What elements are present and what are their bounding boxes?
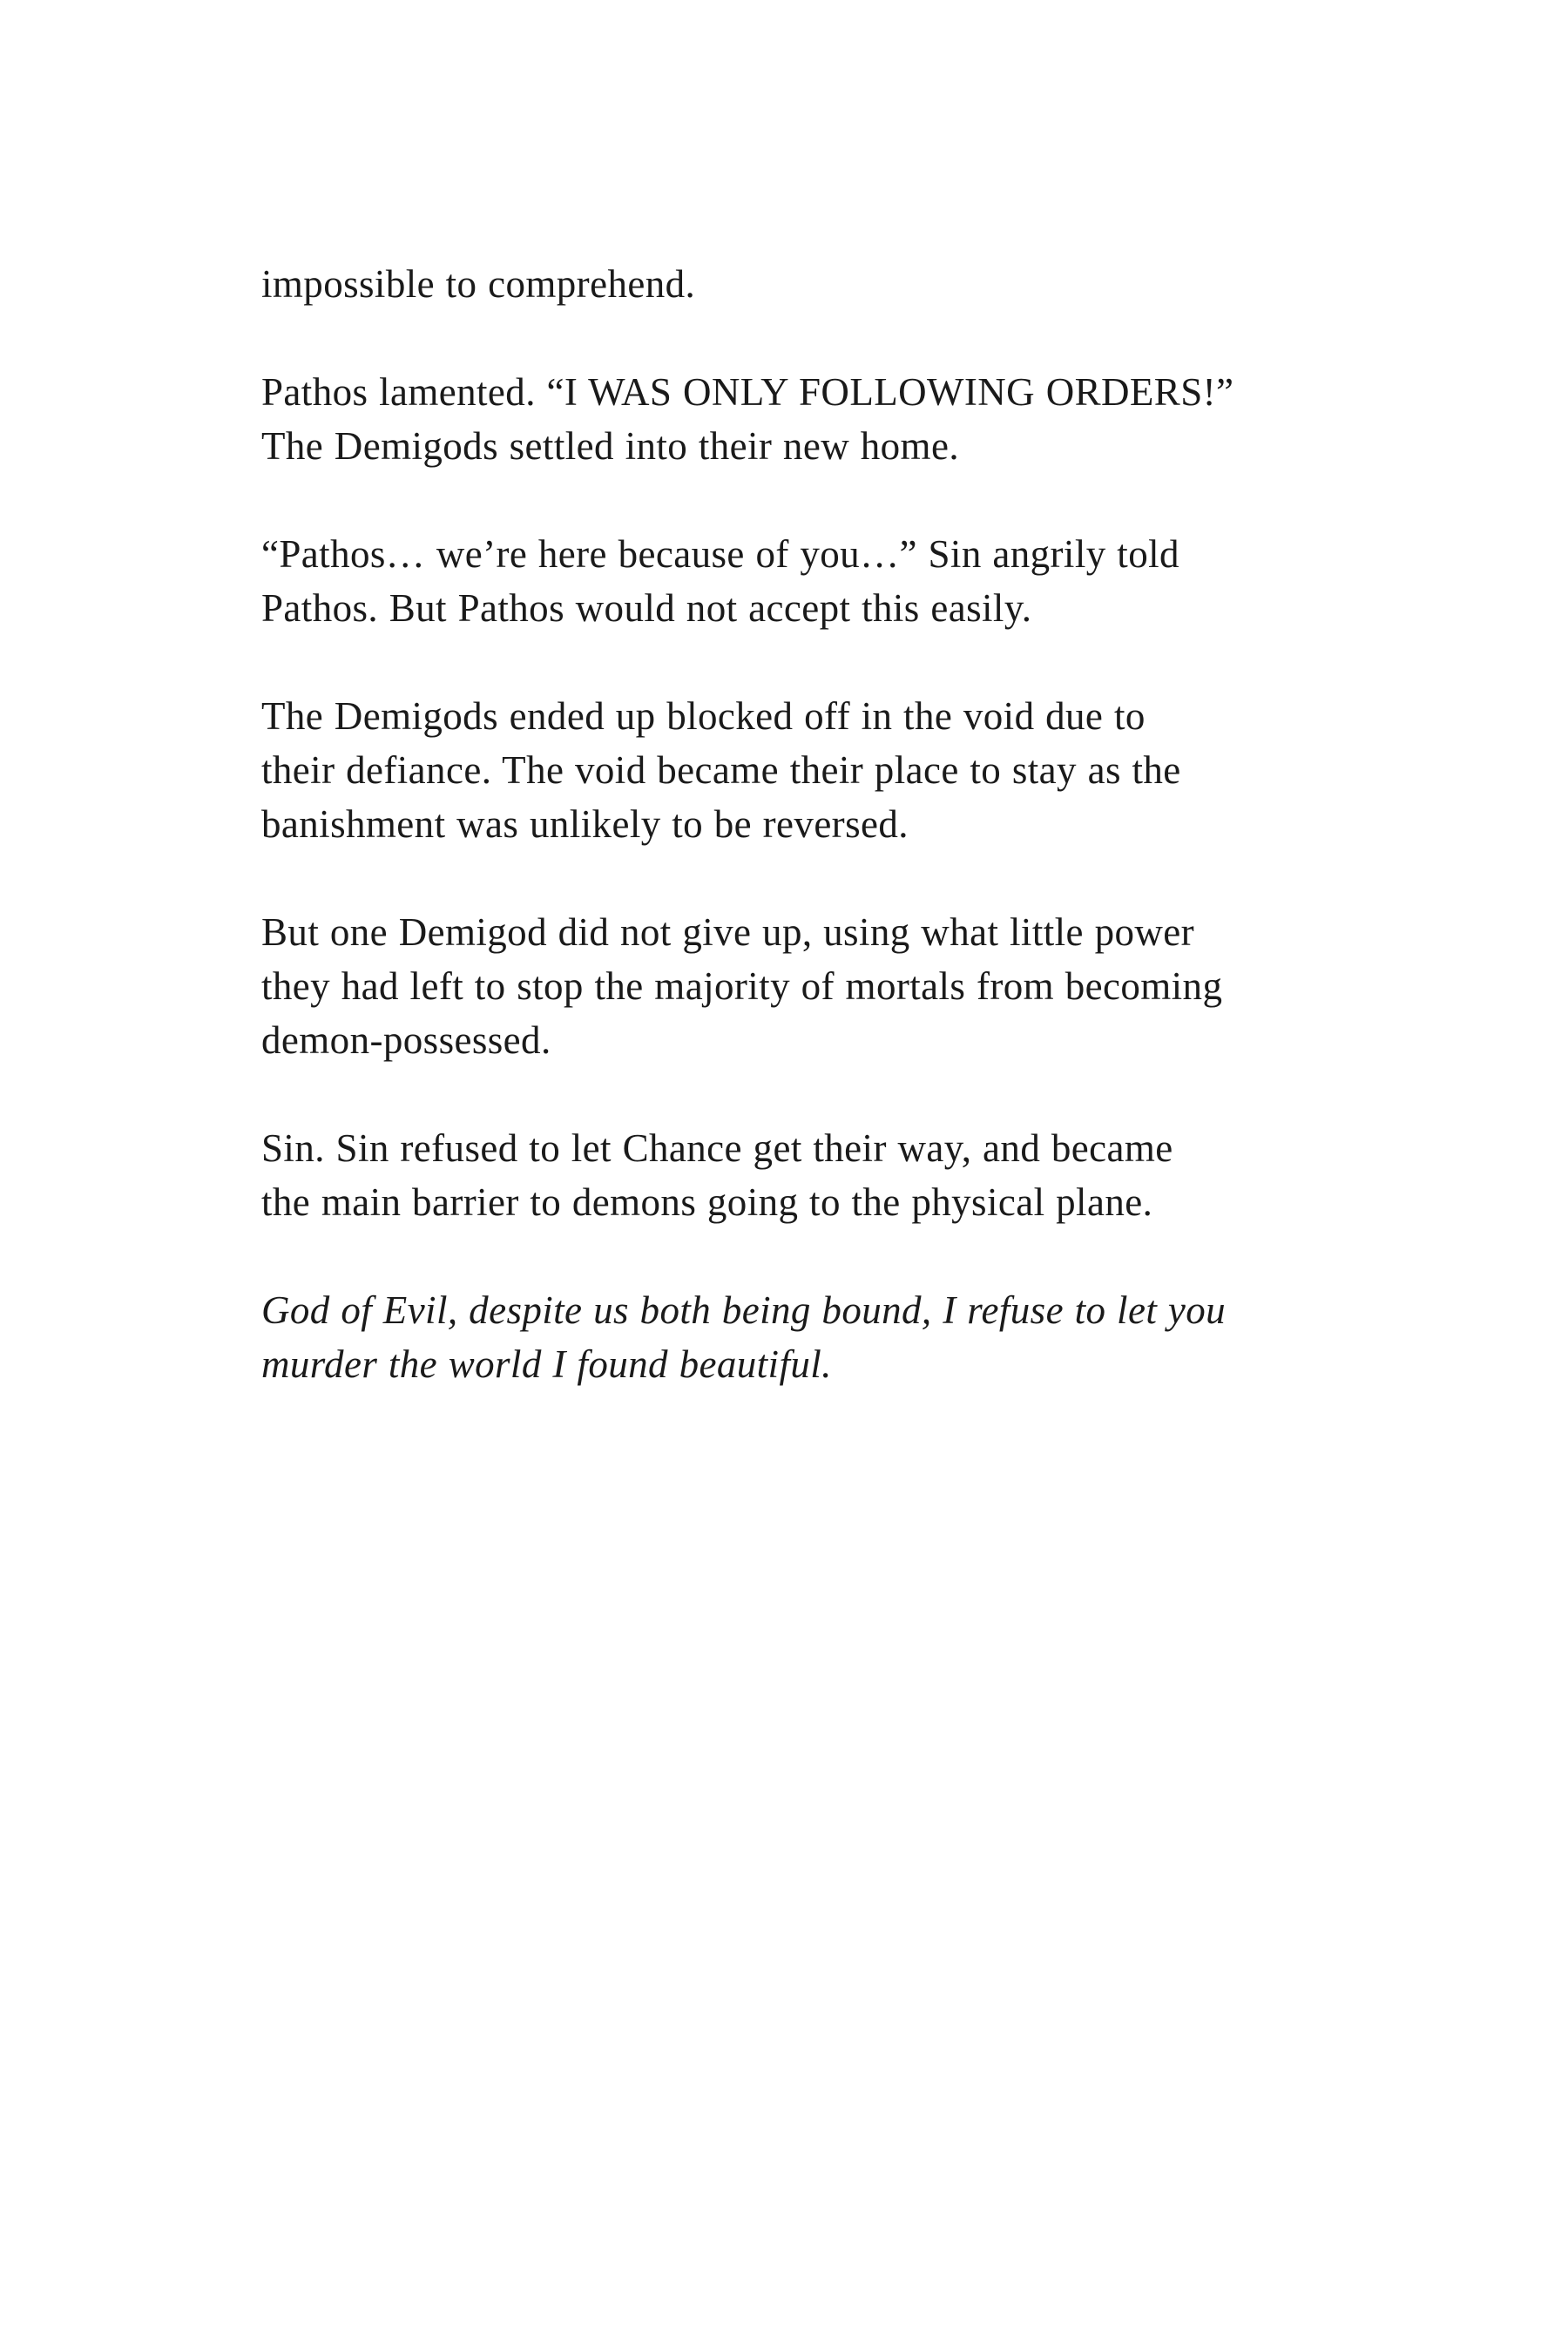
text-line: impossible to comprehend. (261, 262, 696, 306)
text-line: The Demigods settled into their new home. (261, 424, 959, 468)
paragraph-6 (261, 1121, 1350, 1229)
text-line: their defiance. The void became their place to stay as the (261, 748, 1181, 792)
text-line: the main barrier to demons going to the physical plane. (261, 1180, 1153, 1224)
text-line: demon-possessed. (261, 1018, 551, 1062)
paragraph-3 (261, 527, 1350, 635)
paragraph-4 (261, 689, 1350, 851)
text-line: “Pathos… we’re here because of you…” Sin angrily told (261, 532, 1179, 576)
text-line: Pathos lamented. “I WAS ONLY FOLLOWING ORDERS!” (261, 370, 1234, 414)
text-line: banishment was unlikely to be reversed. (261, 802, 909, 846)
text-line: Pathos. But Pathos would not accept this easily. (261, 586, 1032, 630)
text-line: But one Demigod did not give up, using what little power (261, 910, 1195, 954)
text-line: God of Evil, despite us both being bound, I refuse to let you (261, 1288, 1227, 1332)
text-line: they had left to stop the majority of mortals from becoming (261, 964, 1223, 1008)
paragraph-1 (261, 257, 1350, 311)
paragraph-5 (261, 905, 1350, 1067)
body-text (261, 257, 1350, 1445)
italic-closing-paragraph (261, 1283, 1350, 1391)
paragraph-2 (261, 365, 1350, 473)
text-line: The Demigods ended up blocked off in the void due to (261, 694, 1146, 738)
text-line: Sin. Sin refused to let Chance get their way, and became (261, 1126, 1173, 1170)
text-line: murder the world I found beautiful. (261, 1342, 832, 1386)
